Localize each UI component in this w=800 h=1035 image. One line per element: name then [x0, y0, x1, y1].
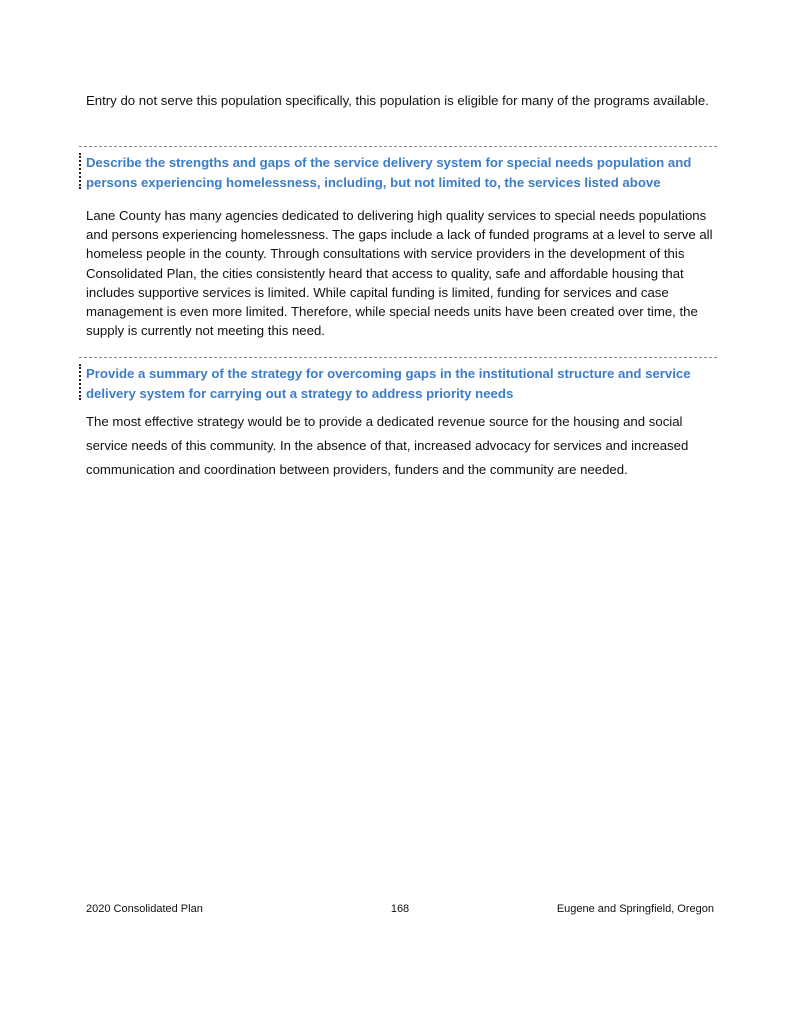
answer-paragraph-strengths-gaps: Lane County has many agencies dedicated to delivering high quality services to special needs populations and persons experiencing homelessness. The gaps include a lack of funded programs at a level to serve all homeless people in the county. Through consultations with service providers in the development of this Consolidated Plan, the cities consistently heard that access to quality, safe and affordable housing that includes supportive services is limited. While capital funding is limited, funding for services and case management is even more limited. Therefore, while special needs units have been created over time, the supply is currently not meeting this need. — [86, 208, 713, 339]
question-marker — [79, 364, 81, 400]
question-block-strengths-gaps — [79, 146, 717, 190]
footer-document-title: 2020 Consolidated Plan — [86, 903, 203, 915]
footer-page-number: 168 — [390, 903, 410, 915]
question-heading-strategy: Provide a summary of the strategy for overcoming gaps in the institutional structure and service delivery system for carrying out a strategy to address priority needs — [86, 366, 691, 401]
question-block-strategy — [79, 357, 717, 401]
answer-paragraph-strategy: The most effective strategy would be to provide a dedicated revenue source for the housing and social service needs of this community. In the absence of that, increased advocacy for services and increased communication and coordination between providers, funders and the community are needed. — [86, 414, 689, 477]
intro-paragraph: Entry do not serve this population specifically, this population is eligible for many of the programs available. — [86, 93, 709, 108]
question-heading-strengths-gaps: Describe the strengths and gaps of the service delivery system for special needs population and persons experiencing homelessness, including, but not limited to, the services listed above — [86, 155, 692, 190]
footer-jurisdiction: Eugene and Springfield, Oregon — [556, 903, 714, 915]
question-marker — [79, 153, 81, 189]
